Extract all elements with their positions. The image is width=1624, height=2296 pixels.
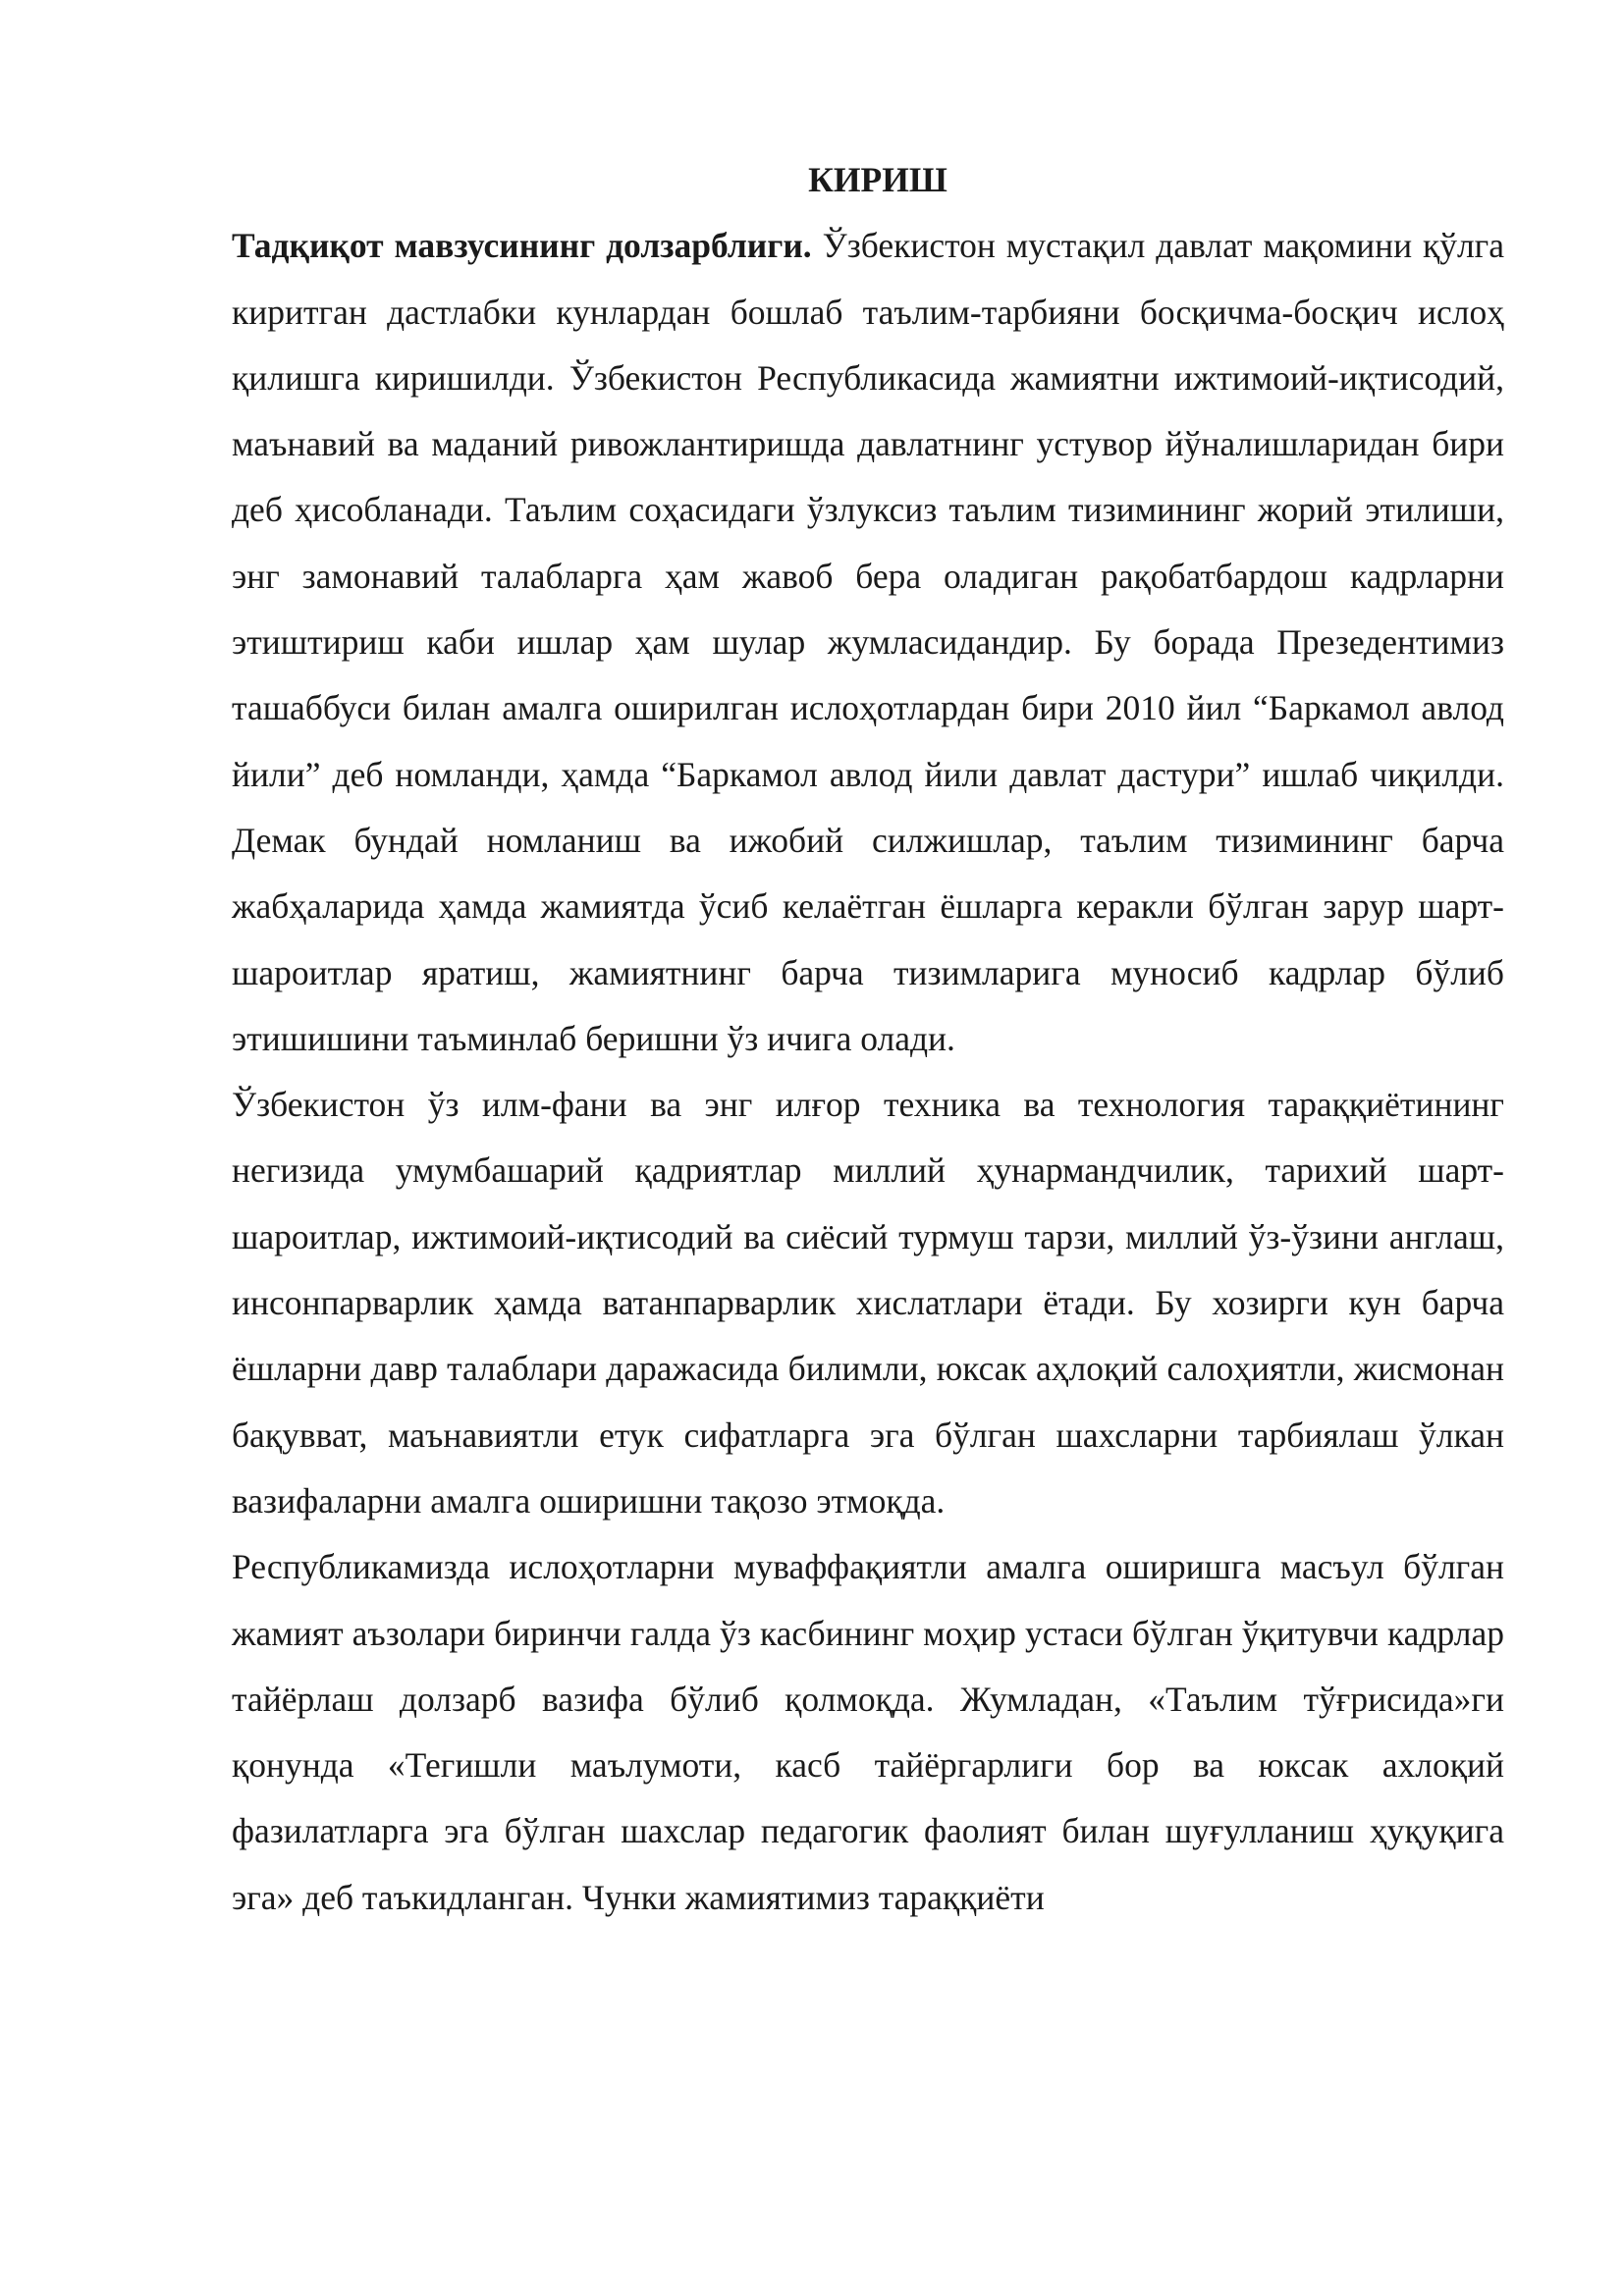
paragraph-reforms bbox=[232, 1534, 1504, 1931]
paragraph-text: Ўзбекистон ўз илм-фани ва энг илғор техника ва технология тараққиётининг негизида умумбашарий қадриятлар миллий ҳунармандчилик, тарихий шарт-шароитлар, ижтимоий-иқтисодий ва сиёсий турмуш тарзи, миллий ўз-ўзини англаш, инсонпарварлик ҳамда ватанпарварлик хислатлари ётади. Бу хозирги кун барча ёшларни давр талаблари даражасида билимли, юксак аҳлоқий салоҳиятли, жисмонан бақувват, маънавиятли етук сифатларга эга бўлган шахсларни тарбиялаш ўлкан вазифаларни амалга оширишни тақозо этмоқда. bbox=[232, 1085, 1504, 1521]
paragraph-uzbekistan-science bbox=[232, 1072, 1504, 1534]
paragraph-text: Республикамизда ислоҳотларни муваффақиятли амалга оширишга масъул бўлган жамият аъзолари биринчи галда ўз касбининг моҳир устаси бўлган ўқитувчи кадрлар тайёрлаш долзарб вазифа бўлиб қолмоқда. Жумладан, «Таълим тўғрисида»ги қонунда «Тегишли маълумоти, касб тайёргарлиги бор ва юксак ахлоқий фазилатларга эга бўлган шахслар педагогик фаолият билан шуғулланиш ҳуқуқига эга» деб таъкидланган. Чунки жамиятимиз тараққиёти bbox=[232, 1547, 1504, 1917]
paragraph-text: Ўзбекистон мустақил давлат мақомини қўлга киритган дастлабки кунлардан бошлаб таълим-тарбияни босқичма-босқич ислоҳ қилишга киришилди. Ўзбекистон Республикасида жамиятни ижтимоий-иқтисодий, маънавий ва маданий ривожлантиришда давлатнинг устувор йўналишларидан бири деб ҳисобланади. Таълим соҳасидаги ўзлуксиз таълим тизимининг жорий этилиши, энг замонавий талабларга ҳам жавоб бера оладиган рақобатбардош кадрларни этиштириш каби ишлар ҳам шулар жумласидандир. Бу борада Презедентимиз ташаббуси билан амалга оширилган ислоҳотлардан бири 2010 йил “Баркамол авлод йили” деб номланди, ҳамда “Баркамол авлод йили давлат дастури” ишлаб чиқилди. Демак бундай номланиш ва ижобий силжишлар, таълим тизимининг барча жабҳаларида ҳамда жамиятда ўсиб келаётган ёшларга керакли бўлган зарур шарт-шароитлар яратиш, жамиятнинг барча тизимларига муносиб кадрлар бўлиб этишишини таъминлаб беришни ўз ичига олади. bbox=[232, 226, 1504, 1058]
section-heading: КИРИШ bbox=[808, 160, 947, 199]
document-page bbox=[232, 147, 1504, 1931]
paragraph-lead-bold: Тадқиқот мавзусининг долзарблиги. bbox=[232, 226, 812, 266]
paragraph-relevance bbox=[232, 213, 1504, 1072]
